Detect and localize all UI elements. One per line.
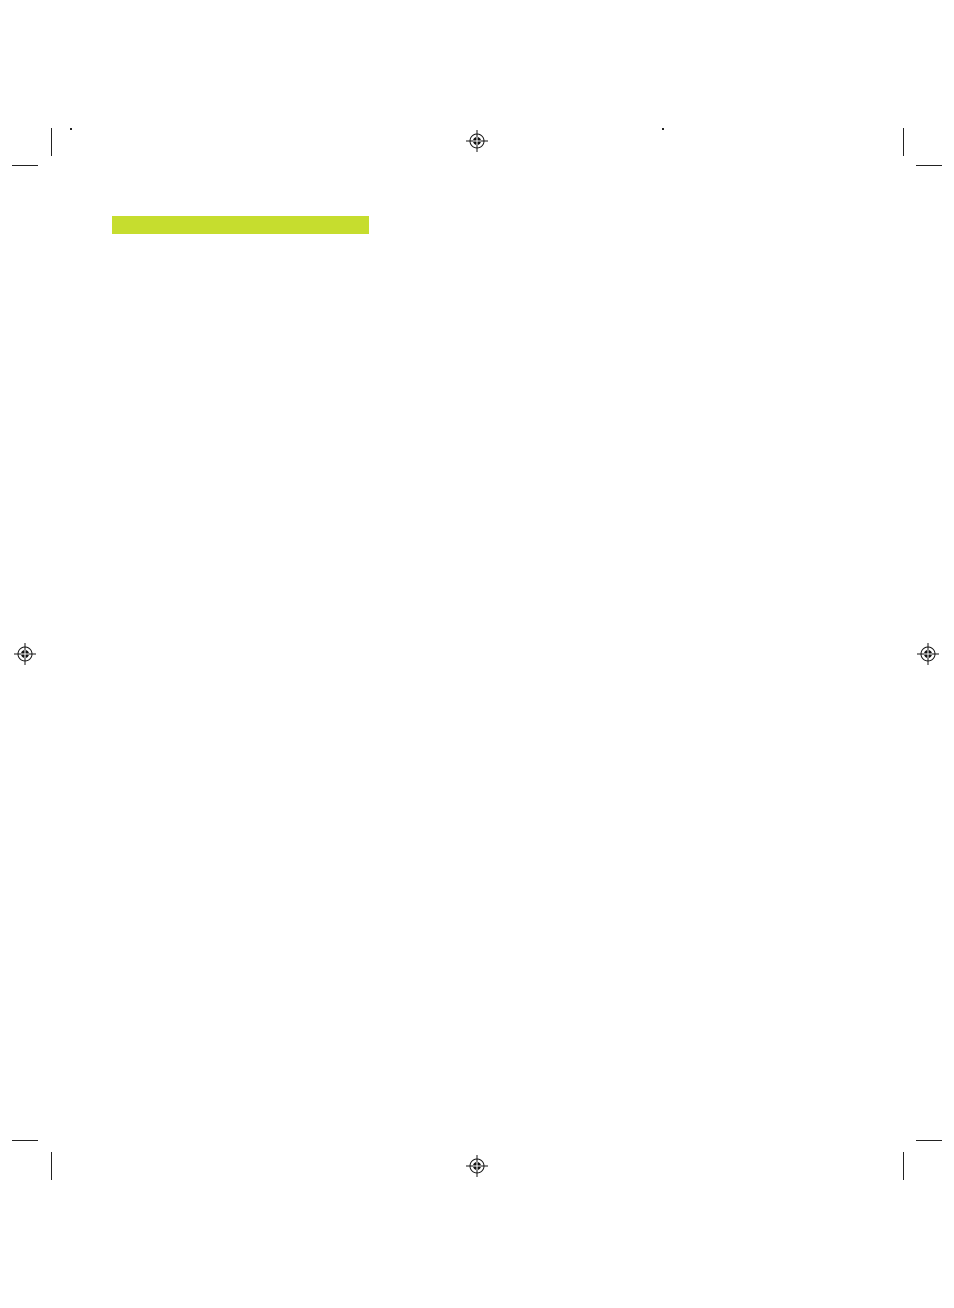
- crop-mark: [51, 1152, 52, 1180]
- registration-mark-icon: [466, 1155, 488, 1177]
- registration-mark-icon: [917, 643, 939, 665]
- crop-mark: [51, 128, 52, 156]
- chapter-heading[interactable]: [112, 216, 369, 234]
- crop-mark: [903, 128, 904, 156]
- crop-mark: [916, 1140, 942, 1141]
- registration-mark-icon: [14, 643, 36, 665]
- crop-mark: [903, 1152, 904, 1180]
- crop-mark: [12, 1140, 38, 1141]
- process-color-bar: [662, 128, 664, 130]
- registration-mark-icon: [466, 130, 488, 152]
- grayscale-color-bar: [70, 128, 72, 130]
- crop-mark: [916, 165, 942, 166]
- crop-mark: [12, 165, 38, 166]
